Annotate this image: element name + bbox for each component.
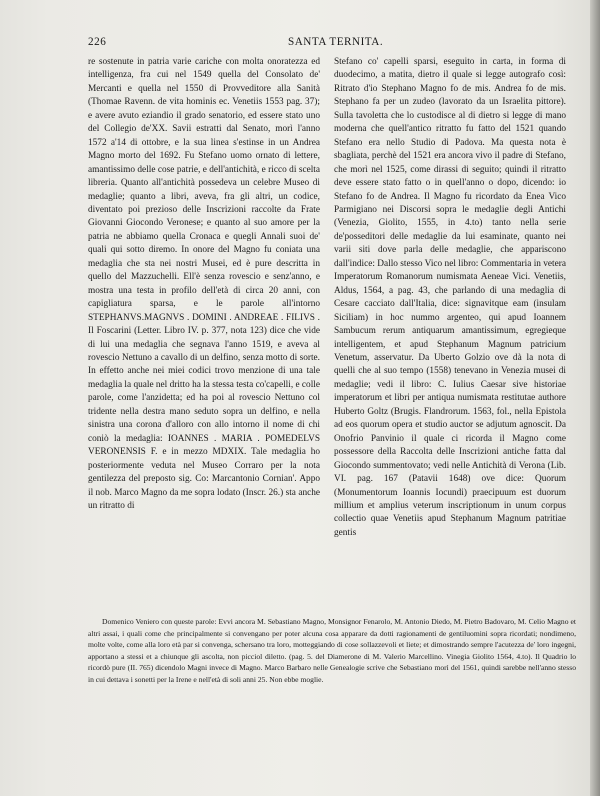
page-spine-shadow xyxy=(590,0,600,796)
left-column-text: re sostenute in patria varie cariche con molta onoratezza ed intelligenza, fra cui nel 1549 quella del Consolato de' Mercanti e quella nel 1550 di Provveditore alla Sanità (Thomae Ravenn. de vita hominis ec. Venetiis 1553 pag. 37); e avere avuto eziandio il grado senatorio, ed essere stato uno del Collegio de'XX. Savii estratti dal Senato, morì l'anno 1572 a'14 di ottobre, e la sua linea s'estinse in un Andrea Magno morto del 1692. Fu Stefano uomo ornato di lettere, amantissimo delle cose patrie, e dell'antichità, e ricco di scelta libreria. Quanto all'antichità possedeva un celebre Museo di medaglie; quanto a libri, aveva, fra gli altri, un codice, diventato poi prezioso delle Inscrizioni raccolte da Frate Giovanni Giocondo Veronese; e quanto al suo amore per la patria ne abbiamo quella Cronaca e quegli Annali suoi de' quali qui sotto diremo. In onore del Magno fu coniata una medaglia che sta nei nostri Musei, ed è pure descritta in quello del Mazzuchelli. Ell'è senza rovescio e senz'anno, e mostra una testa in profilo dell'età di circa 20 anni, con capigliatura sparsa, e le parole all'intorno STEPHANVS.MAGNVS . DOMINI . ANDREAE . FILIVS . Il Foscarini (Letter. Libro IV. p. 377, nota 123) dice che vide di lui una medaglia che segnava l'anno 1519, e aveva al rovescio Nettuno a cavallo di un delfino, senza motto di sorte. In effetto anche nei miei codici trovo menzione di una tale medaglia la quale nel dritto ha la stessa testa co'capelli, e colle parole, come l'anzidetta; ed ha poi al rovescio Nettuno col tridente nella destra mano seduto sopra un delfino, e nella sinistra una corona d'alloro con allo intorno il nome di chi coniò la medaglia: IOANNES . MARIA . POMEDELVS VERONENSIS F. e in mezzo MDXIX. Tale medaglia ho posteriormente veduta nel Museo Corraro per la nota gentilezza del preposto sig. Co: Marcantonio Cornian'. Appo il nob. Marco Magno da me sopra lodato (Inscr. 26.) sta anche un ritratto di xyxy=(88,57,320,511)
page-number: 226 xyxy=(88,36,107,48)
footnote xyxy=(88,616,576,696)
right-text-column xyxy=(334,56,566,586)
running-title: SANTA TERNITA. xyxy=(288,36,384,48)
running-header xyxy=(88,36,576,52)
footnote-text: Domenico Veniero con queste parole: Evvi ancora M. Sebastiano Magno, Monsignor Fenarolo, M. Antonio Diedo, M. Pietro Badovaro, M. Celio Magno et altri assai, i quali come che principalmente si convengano per poter alcuna cosa apparare da dotti ragionamenti de gentiluomini sopra ricordati; nondimeno, molte volte, come alla loro età par si convenga, schersano tra loro, motteggiando di cose sollazzevoli et liete; et dimostrando sempre l'acutezza de' loro ingegni, apportano a stessi et a chiunque gli ascolta, non picciol diletto. (pag. 5. del Diamerone di M. Valerio Marcellino. Vinegia Giolito 1564, 4.to). Il Quadrio lo ricordò pure (II. 765) dicendolo Magni invece di Magno. Marco Barbaro nelle Genealogie scrive che Sebastiano morì del 1561, quindi sarebbe nell'anno stesso in cui dettava i sonetti per la Irene e nell'età di soli anni 25. Non ebbe moglie. xyxy=(88,617,576,684)
right-column-text: Stefano co' capelli sparsi, eseguito in carta, in forma di duodecimo, a matita, dietro il quale si legge autografo così: Ritrato d'io Stephano Magno fo de mis. Andrea fo de mis. Stephano fa per un zudeo (lavorato da un Israelita pittore). Sulla tavoletta che lo custodisce al di dietro si legge di mano moderna che quell'antico ritratto fu fatto del 1521 quando Stefano era nello Studio di Padova. Ma questa nota è sbagliata, perchè del 1521 era ancora vivo il padre di Stefano, che morì nel 1525, come dirassi di seguito; quindi il ritratto deve essere stato fatto o in quell'anno o dopo, dicendo: io Stefano fo de Andrea. Il Magno fu ricordato da Enea Vico Parmigiano nei Discorsi sopra le medaglie degli Antichi (Venezia, Giolito, 1555, in 4.to) tanto nella serie de'posseditori delle medaglie da lui esaminate, quanto nei varii siti dove parla delle medaglie, che appariscono dall'indice: Dallo stesso Vico nel libro: Commentaria in vetera Imperatorum Romanorum numismata Aeneae Vici. Venetiis, Aldus, 1564, a pag. 43, che parlando di una medaglia di Cesare cacciato dall'Italia, dice: signavitque eam (insulam Siciliam) in hoc nummo argenteo, qui apud Ioannem Sambucum rerum antiquarum amantissimum, egregieque intelligentem, et apud Stephanum Magnum patricium Venetum, asservatur. Da Uberto Golzio ove dà la nota di quelli che al suo tempo (1558) tenevano in Venezia musei di medaglie; vedi il libro: C. Iulius Caesar sive historiae imperatorum et libri per antiqua numismata restitutae authore Huberto Goltz (Brugis. Flandrorum. 1563, fol., nella Epistola ad eos quorum opera et studio auctor se adjutum agnoscit. Da Onofrio Panvinio il quale ci ricorda il Magno come possessore della Raccolta delle Inscrizioni antiche fatta dal Giocondo summentovato; vedi nelle Antichità di Verona (Lib. VI. pag. 167 (Patavii 1648) ove dice: Quorum (Monumentorum Ioannis Iocundi) praecipuum est duorum millium et amplius veterum inscriptionum in unum corpus collectio quae Venetiis apud Stephanum Magnum patritiae gentis xyxy=(334,57,566,538)
left-text-column xyxy=(88,56,320,586)
